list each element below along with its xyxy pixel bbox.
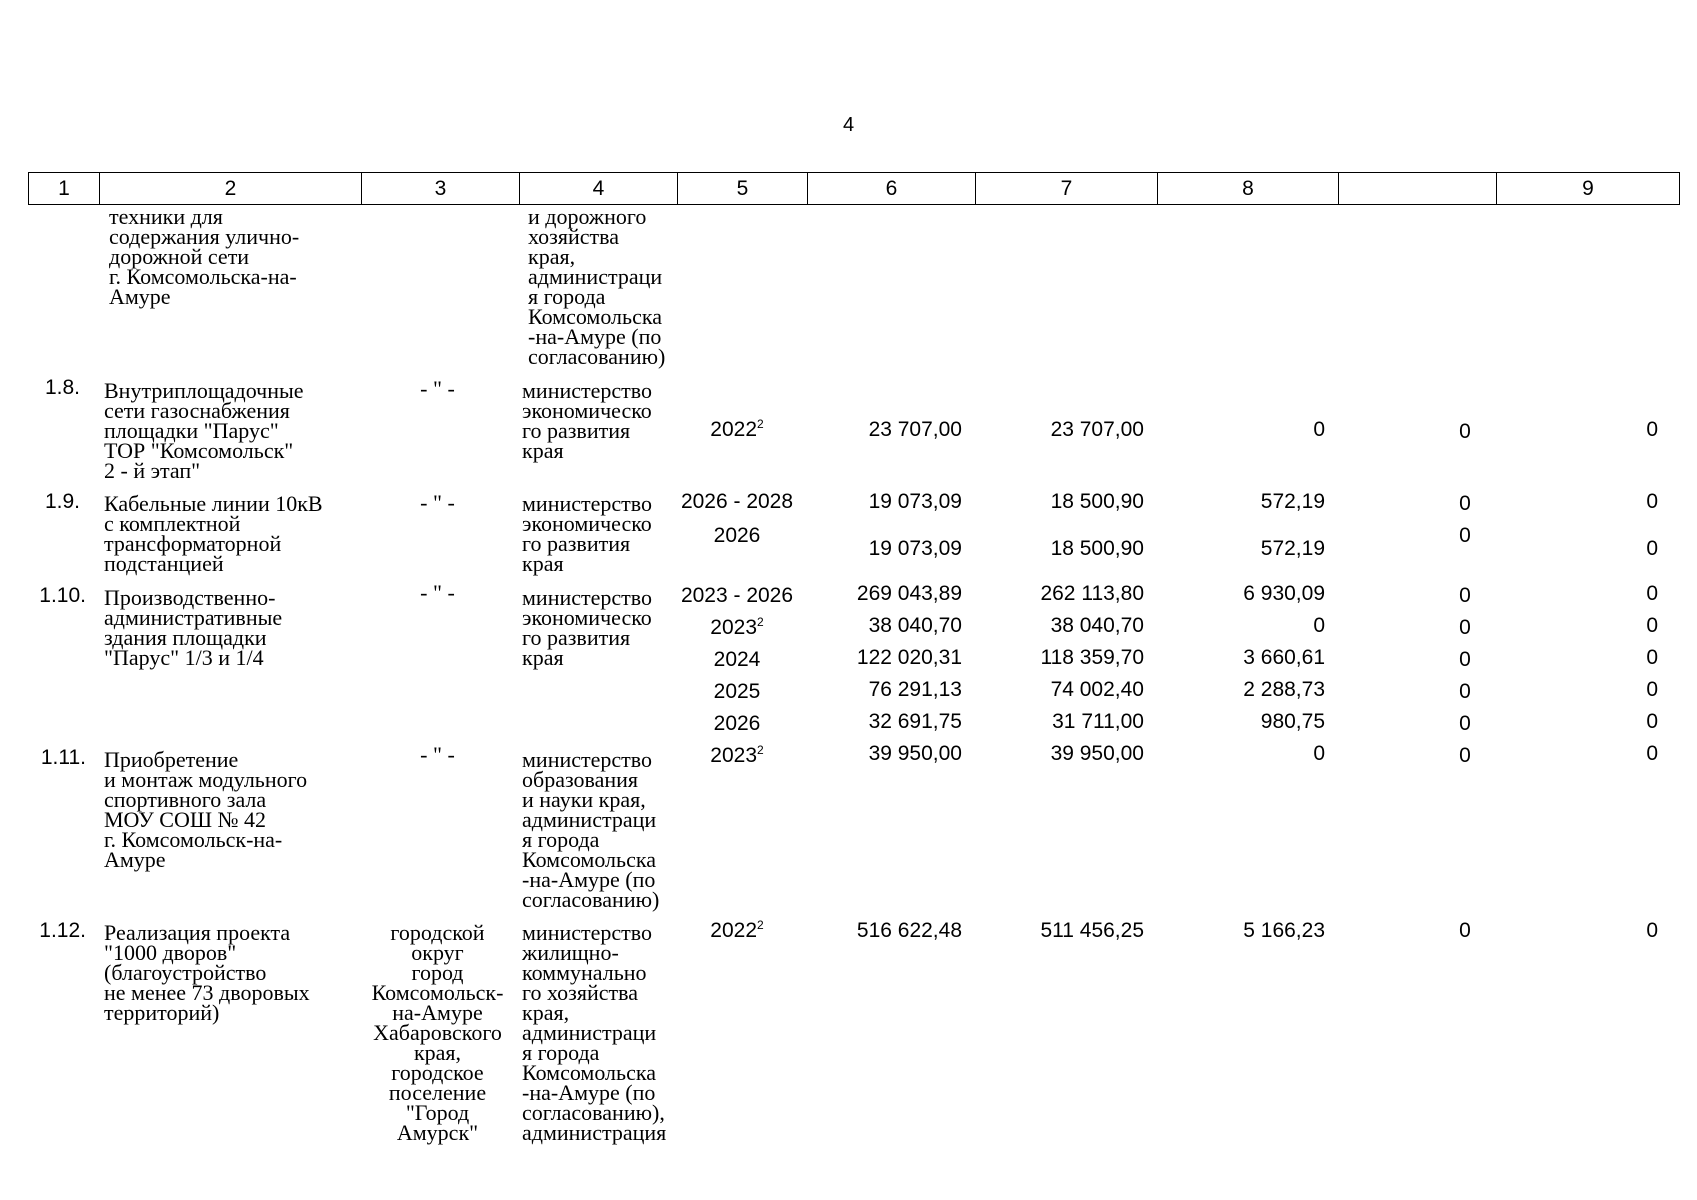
header-cell-2: 2: [99, 173, 361, 204]
cell-local: 0: [1459, 648, 1471, 671]
header-cell-8: 8: [1157, 173, 1338, 204]
cell-other: 0: [1646, 646, 1658, 669]
carryover-executor: и дорожного хозяйства края, администраци я города Комсомольска -на-Амуре (по согласованию): [528, 204, 666, 369]
cell-federal: 39 950,00: [1050, 742, 1144, 765]
cell-local: 0: [1459, 712, 1471, 735]
cell-regional: 572,19: [1260, 537, 1325, 560]
cell-local: 0: [1459, 420, 1471, 443]
cell-federal: 511 456,25: [1040, 919, 1144, 942]
cell-federal: 262 113,80: [1040, 582, 1144, 605]
cell-year: 2026: [713, 712, 761, 735]
cell-total: 19 073,09: [868, 537, 962, 560]
row-name: Приобретение и монтаж модульного спортивного зала МОУ СОШ № 42 г. Комсомольск-на- Амуре: [104, 747, 308, 872]
cell-local: 0: [1459, 919, 1471, 942]
cell-local: 0: [1459, 744, 1471, 767]
row-number: 1.12.: [39, 919, 86, 942]
cell-total: 32 691,75: [868, 710, 962, 733]
cell-other: 0: [1646, 537, 1658, 560]
cell-regional: 5 166,23: [1243, 919, 1325, 942]
header-cell-empty: [1338, 173, 1496, 204]
cell-regional: 0: [1313, 614, 1325, 637]
cell-regional: 0: [1313, 418, 1325, 441]
row-number: 1.10.: [39, 584, 86, 607]
row-name: Производственно- административные здания площадки "Парус" 1/3 и 1/4: [104, 585, 283, 670]
cell-federal: 31 711,00: [1052, 710, 1144, 733]
row-executor: министерство экономическо го развития края: [522, 491, 653, 576]
cell-other: 0: [1646, 582, 1658, 605]
cell-regional: 572,19: [1260, 490, 1325, 513]
cell-other: 0: [1646, 742, 1658, 765]
header-cell-1: 1: [58, 177, 70, 200]
cell-regional: 980,75: [1260, 710, 1325, 733]
cell-regional: 2 288,73: [1243, 678, 1325, 701]
cell-other: 0: [1646, 490, 1658, 513]
page-number: 4: [843, 114, 855, 136]
cell-total: 39 950,00: [868, 742, 962, 765]
cell-other: 0: [1646, 919, 1658, 942]
cell-other: 0: [1646, 710, 1658, 733]
row-executor: министерство экономическо го развития края: [522, 378, 653, 463]
cell-year: 2024: [713, 648, 761, 671]
cell-local: 0: [1459, 492, 1471, 515]
row-location: - " -: [420, 376, 455, 401]
cell-federal: 118 359,70: [1040, 646, 1144, 669]
header-cell-5: 5: [677, 173, 807, 204]
cell-total: 269 043,89: [856, 582, 962, 605]
header-cell-9: 9: [1496, 173, 1679, 204]
cell-year: 2023$^2$: [710, 743, 764, 767]
cell-regional: 0: [1313, 742, 1325, 765]
row-executor: министерство образования и науки края, администраци я города Комсомольска -на-Амуре (по согласованию): [522, 747, 660, 912]
row-number: 1.8.: [44, 376, 80, 399]
cell-total: 122 020,31: [856, 646, 962, 669]
cell-other: 0: [1646, 614, 1658, 637]
row-executor: министерство жилищно- коммунально го хозяйства края, администраци я города Комсомольска -на-Амуре (по согласованию), администрация: [522, 920, 667, 1145]
row-number: 1.11.: [40, 746, 86, 769]
row-location: городской округ город Комсомольск- на-Амуре Хабаровского края, городское поселение "Город Амурск": [371, 920, 504, 1145]
cell-other: 0: [1646, 418, 1658, 441]
carryover-name: техники для содержания улично- дорожной сети г. Комсомольска-на- Амуре: [109, 204, 300, 309]
cell-other: 0: [1646, 678, 1658, 701]
row-name: Реализация проекта "1000 дворов" (благоустройство не менее 73 дворовых территорий): [104, 920, 310, 1025]
row-location: - " -: [420, 490, 455, 515]
cell-regional: 3 660,61: [1243, 646, 1325, 669]
cell-year: 2022$^2$: [710, 918, 764, 942]
cell-regional: 6 930,09: [1243, 582, 1325, 605]
cell-local: 0: [1459, 524, 1471, 547]
row-location: - " -: [420, 580, 455, 605]
cell-total: 516 622,48: [856, 919, 962, 942]
header-cell-7: 7: [975, 173, 1157, 204]
cell-local: 0: [1459, 616, 1471, 639]
cell-year: 2026 - 2028: [680, 490, 794, 513]
table-header-row: [28, 172, 1680, 205]
cell-total: 19 073,09: [868, 490, 962, 513]
cell-total: 76 291,13: [868, 678, 962, 701]
cell-year: 2026: [713, 524, 761, 547]
cell-federal: 18 500,90: [1050, 537, 1144, 560]
row-name: Кабельные линии 10кВ с комплектной трансформаторной подстанцией: [104, 491, 323, 576]
cell-federal: 74 002,40: [1050, 678, 1144, 701]
cell-year: 2023$^2$: [710, 615, 764, 639]
row-executor: министерство экономическо го развития края: [522, 585, 653, 670]
header-cell-4: 4: [519, 173, 677, 204]
cell-total: 38 040,70: [868, 614, 962, 637]
cell-year: 2025: [713, 680, 761, 703]
header-cell-3: 3: [361, 173, 519, 204]
cell-local: 0: [1459, 584, 1471, 607]
header-cell-6: 6: [807, 173, 975, 204]
cell-federal: 23 707,00: [1050, 418, 1144, 441]
cell-total: 23 707,00: [868, 418, 962, 441]
cell-federal: 18 500,90: [1050, 490, 1144, 513]
row-number: 1.9.: [44, 490, 80, 513]
row-location: - " -: [420, 742, 455, 767]
cell-year: 2022$^2$: [710, 417, 764, 441]
cell-federal: 38 040,70: [1050, 614, 1144, 637]
row-name: Внутриплощадочные сети газоснабжения площадки "Парус" ТОР "Комсомольск" 2 - й этап": [104, 378, 304, 483]
cell-year: 2023 - 2026: [680, 584, 794, 607]
cell-local: 0: [1459, 680, 1471, 703]
